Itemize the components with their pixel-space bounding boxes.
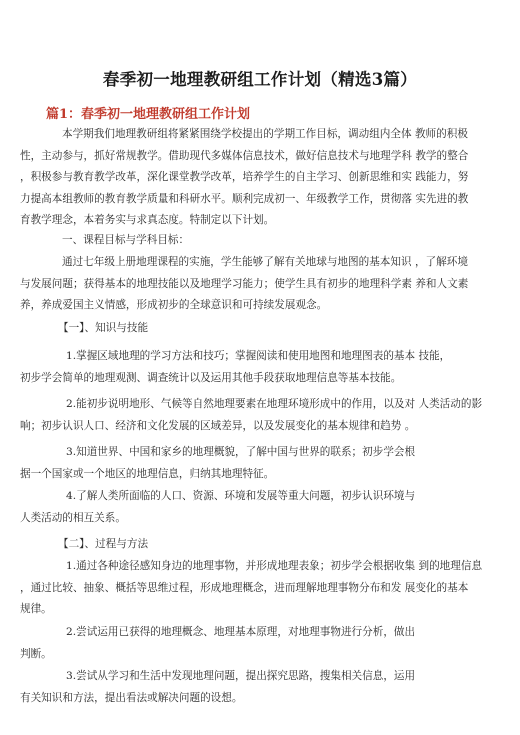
intro-line-2: 性，主动参与，抓好常规教学。借助现代多媒体信息技术，做好信息技术与地理学科 教学的整合 (20, 149, 469, 162)
intro-line-1: 本学期我们地理教研组将紧紧围绕学校提出的学期工作目标，调动组内全体 教师的积极 (62, 128, 468, 140)
process-item-3-line-1: 3.尝试从学习和生活中发现地理问题，提出探究思路，搜集相关信息，运用 (66, 670, 416, 682)
process-item-2-line-1: 2.尝试运用已获得的地理概念、地理基本原理，对地理事物进行分析，做出 (66, 626, 416, 638)
knowledge-item-4 (20, 486, 504, 529)
process-item-3 (20, 666, 504, 709)
section-heading-goals: 一、课程目标与学科目标： (62, 234, 190, 246)
knowledge-item-2-line-2: 响；初步认识人口、经济和文化发展的区域差异，以及发展变化的基本规律和趋势 。 (20, 419, 416, 432)
intro-line-3: ，积极参与教育教学改革，深化课堂教学改革，培养学生的自主学习、创新思维和实 践能力，努 (20, 171, 469, 183)
process-item-2-line-2: 判断。 (20, 647, 52, 660)
knowledge-item-4-line-1: 4.了解人类所面临的人口、资源、环境和发展等重大问题，初步认识环境与 (66, 490, 416, 502)
intro-line-4: 力提高本组教师的教育教学质量和科研水平。顺利完成初一、年级教学工作，贯彻落 实先进的教 (20, 192, 469, 205)
document-title: 春季初一地理教研组工作计划（精选3篇） (102, 70, 418, 89)
process-item-1-line-2: ，通过比较、抽象、概括等思维过程，形成地理概念，进而理解地理事物分布和发 展变化的基本 (20, 581, 469, 594)
goals-paragraph (20, 252, 504, 317)
knowledge-item-1-line-1: 1.掌握区域地理的学习方法和技巧；掌握阅读和使用地图和地理图表的基本 技能， (66, 350, 451, 362)
knowledge-item-1 (20, 346, 504, 389)
knowledge-item-4-line-2: 人类活动的相互关系。 (20, 511, 126, 524)
process-item-1 (20, 556, 504, 621)
goals-line-1: 通过七年级上册地理课程的实施，学生能够了解有关地球与地图的基本知识 ，了解环境 (62, 256, 468, 268)
intro-paragraph (20, 124, 504, 232)
subheading-process-method: 【二】、过程与方法 (58, 538, 149, 550)
knowledge-item-3-line-2: 据一个国家或一个地区的地理信息，归纳其地理特征。 (20, 467, 275, 480)
knowledge-item-1-line-2: 初步学会简单的地理观测、调查统计以及运用其他手段获取地理信息等基本技能。 (20, 371, 402, 384)
intro-line-5: 育教学理念，本着务实与求真态度。特制定以下计划。 (20, 214, 275, 226)
goals-line-2: 与发展问题；获得基本的地理技能以及地理学习能力；使学生具有初步的地理科学素 养和人文素 (20, 277, 469, 290)
subheading-knowledge-skills: 【一】、知识与技能 (58, 322, 149, 334)
goals-line-3: 养，养成爱国主义情感，形成初步的全球意识和可持续发展观念。 (20, 299, 328, 311)
knowledge-item-3-line-1: 3.知道世界、中国和家乡的地理概貌，了解中国与世界的联系；初步学会根 (66, 446, 416, 458)
process-item-3-line-2: 有关知识和方法，提出看法或解决问题的设想。 (20, 691, 243, 704)
process-item-2 (20, 622, 504, 665)
knowledge-item-3 (20, 442, 504, 485)
knowledge-item-2-line-1: 2.能初步说明地形、气候等自然地理要素在地理环境形成中的作用，以及对 人类活动的影 (66, 398, 483, 410)
process-item-1-line-3: 规律。 (20, 603, 52, 615)
knowledge-item-2 (20, 394, 504, 437)
process-item-1-line-1: 1.通过各种途径感知身边的地理事物，并形成地理表象；初步学会根据收集 到的地理信息 (66, 560, 483, 572)
section-subtitle: 篇1：春季初一地理教研组工作计划 (46, 107, 251, 122)
